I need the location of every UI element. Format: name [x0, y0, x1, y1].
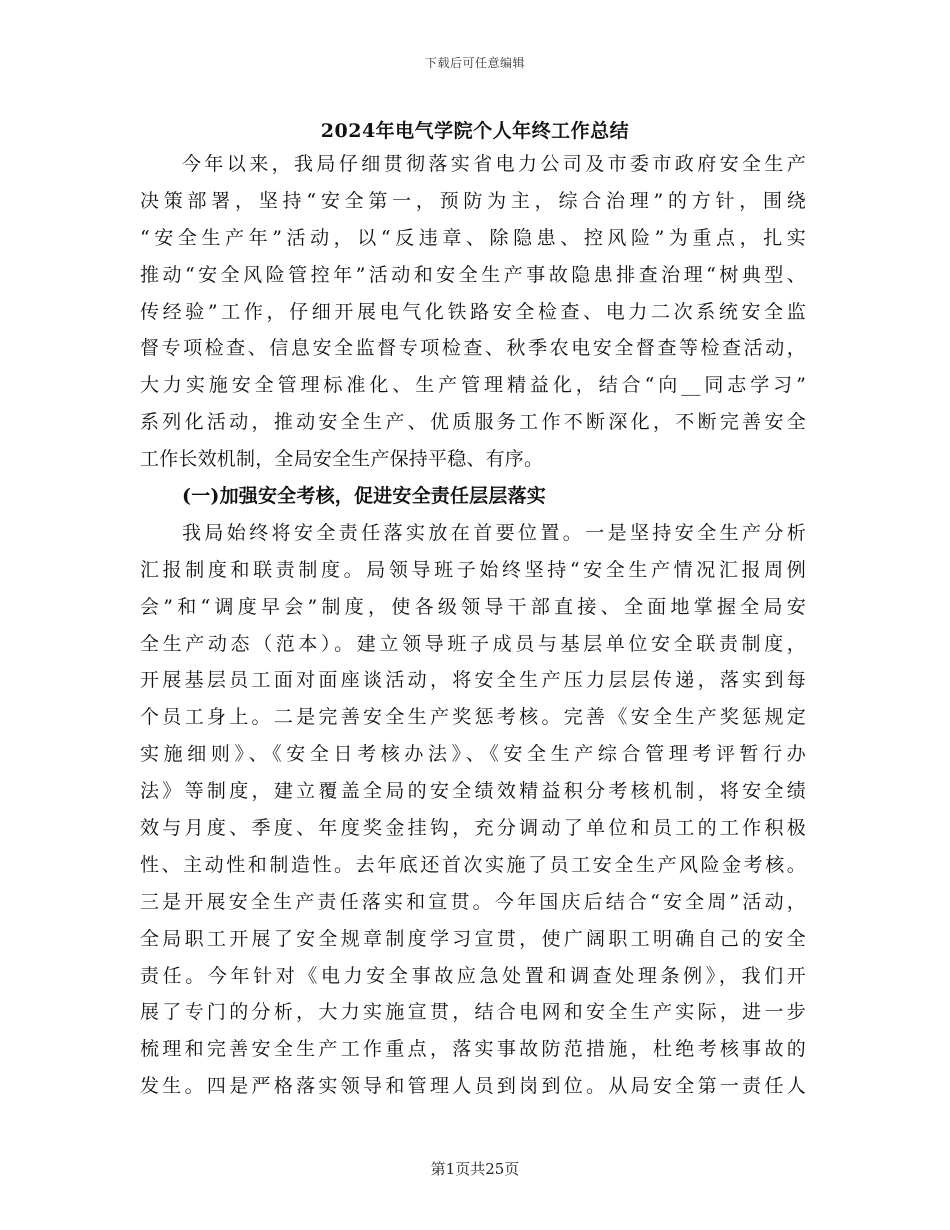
paragraph-2-line: 实施细则》、《安全日考核办法》、《安全生产综合管理考评暂行办 — [140, 743, 806, 766]
paragraph-1-line: 工作长效机制，全局安全生产保持平稳、有序。 — [140, 448, 544, 471]
paragraph-1-line: 传经验”工作，仔细开展电气化铁路安全检查、电力二次系统安全监 — [140, 300, 806, 323]
header-note: 下载后可任意编辑 — [424, 56, 525, 70]
document-title: 2024年电气学院个人年终工作总结 — [320, 120, 630, 142]
paragraph-2-line: 法》等制度，建立覆盖全局的安全绩效精益积分考核机制，将安全绩 — [140, 780, 806, 803]
paragraph-2-line: 开展基层员工面对面座谈活动，将安全生产压力层层传递，落实到每 — [140, 669, 806, 692]
paragraph-2-line: 汇报制度和联责制度。局领导班子始终坚持“安全生产情况汇报周例 — [140, 558, 806, 581]
paragraph-2-line: 全生产动态（范本）。建立领导班子成员与基层单位安全联责制度， — [140, 632, 806, 655]
document-body — [140, 146, 806, 1105]
paragraph-2-line: 效与月度、季度、年度奖金挂钩，充分调动了单位和员工的工作积极 — [140, 817, 806, 840]
paragraph-2-line: 发生。四是严格落实领导和管理人员到岗到位。从局安全第一责任人 — [140, 1075, 806, 1098]
section-heading: (一)加强安全考核，促进安全责任层层落实 — [182, 485, 546, 508]
page-number: 第1页共25页 — [430, 1160, 520, 1178]
paragraph-2-line: 性、主动性和制造性。去年底还首次实施了员工安全生产风险金考核。 — [140, 853, 806, 876]
paragraph-1-line: 督专项检查、信息安全监督专项检查、秋季农电安全督查等检查活动， — [140, 337, 806, 360]
paragraph-2-line: 个员工身上。二是完善安全生产奖惩考核。完善《安全生产奖惩规定 — [140, 706, 806, 729]
paragraph-1-line: “安全生产年”活动，以“反违章、除隐患、控风险”为重点，扎实 — [140, 226, 806, 249]
paragraph-1-line: 大力实施安全管理标准化、生产管理精益化，结合“向__同志学习” — [140, 374, 806, 397]
paragraph-1-line: 决策部署，坚持“安全第一，预防为主，综合治理”的方针，围绕 — [140, 189, 806, 212]
paragraph-2-line: 展了专门的分析，大力实施宣贯，结合电网和安全生产实际，进一步 — [140, 1001, 806, 1024]
paragraph-1-line: 推动“安全风险管控年”活动和安全生产事故隐患排查治理“树典型、 — [140, 263, 806, 286]
paragraph-2-line: 梳理和完善安全生产工作重点，落实事故防范措施，杜绝考核事故的 — [140, 1038, 806, 1061]
paragraph-1-line: 今年以来，我局仔细贯彻落实省电力公司及市委市政府安全生产 — [182, 153, 806, 175]
paragraph-1-line: 系列化活动，推动安全生产、优质服务工作不断深化，不断完善安全 — [140, 411, 806, 434]
paragraph-2-line: 责任。今年针对《电力安全事故应急处置和调查处理条例》，我们开 — [140, 964, 806, 987]
paragraph-2-line: 我局始终将安全责任落实放在首要位置。一是坚持安全生产分析 — [182, 521, 806, 544]
paragraph-2-line: 全局职工开展了安全规章制度学习宣贯，使广阔职工明确自己的安全 — [140, 927, 806, 950]
paragraph-2-line: 会”和“调度早会”制度，使各级领导干部直接、全面地掌握全局安 — [140, 595, 806, 618]
paragraph-2-line: 三是开展安全生产责任落实和宣贯。今年国庆后结合“安全周”活动， — [140, 890, 806, 913]
